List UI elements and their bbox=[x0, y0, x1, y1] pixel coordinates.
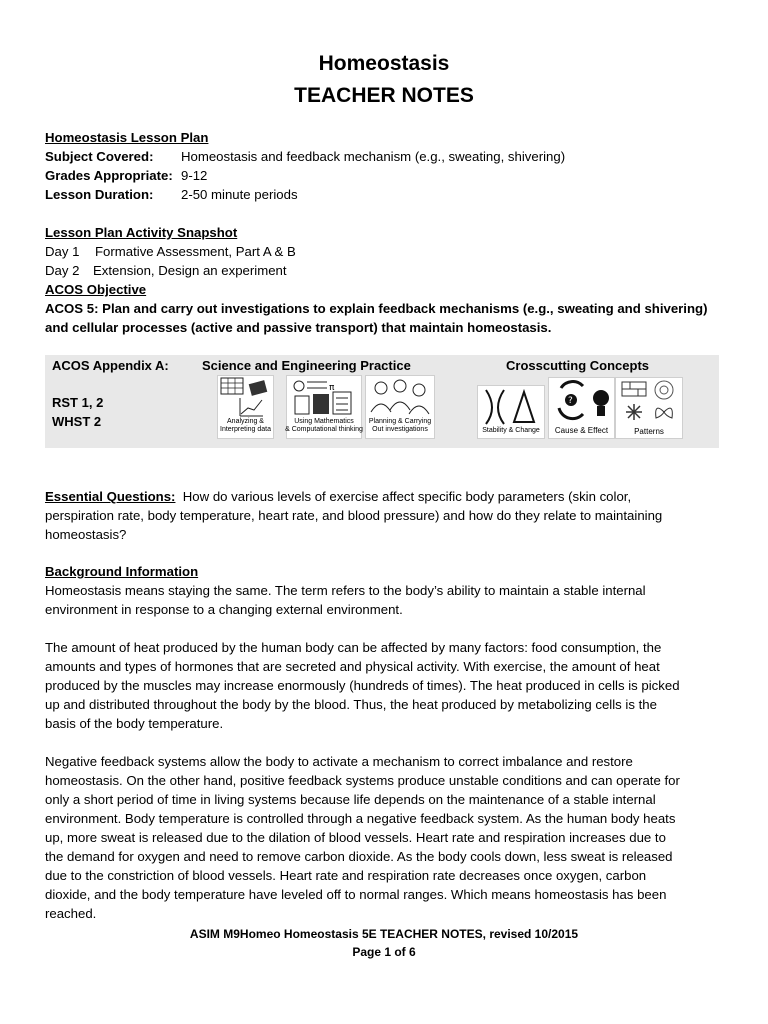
day-activity: Formative Assessment, Part A & B bbox=[95, 244, 296, 259]
paragraph-line: Homeostasis means staying the same. The term refers to the body’s ability to maintain a stable internal bbox=[45, 583, 646, 598]
paragraph-line: environment in response to a changing external environment. bbox=[45, 602, 403, 617]
paragraph-line: The amount of heat produced by the human body can be affected by many factors: food consumption, the bbox=[45, 640, 662, 655]
acos-heading: ACOS Objective bbox=[45, 282, 147, 297]
day-label: Day 1 bbox=[45, 244, 80, 259]
page-title: Homeostasis bbox=[318, 52, 450, 75]
row-label: Subject Covered: bbox=[45, 149, 154, 164]
standard-rst: RST 1, 2 bbox=[52, 395, 104, 410]
icon-caption: & Computational thinking bbox=[285, 426, 363, 433]
icon-caption: Planning & Carrying bbox=[368, 418, 432, 425]
triangle-icon bbox=[477, 385, 545, 439]
svg-text:π: π bbox=[329, 383, 335, 393]
paragraph-line: dioxide, and the body temperature have leveled off to normal ranges. Which means homeostasis has been bbox=[45, 887, 667, 902]
paragraph-line: up, more sweat is released due to the dilation of blood vessels. Heart rate and respiration increases due to bbox=[45, 830, 666, 845]
people-icon bbox=[365, 375, 435, 439]
paragraph-line: reached. bbox=[45, 906, 97, 921]
icon-caption: Using Mathematics bbox=[294, 418, 354, 425]
icon-caption: Analyzing & bbox=[227, 418, 264, 425]
day-row bbox=[45, 242, 296, 261]
icon-caption: Interpreting data bbox=[220, 426, 271, 433]
paragraph-line: the demand for oxygen and need to remove carbon dioxide. As the body cools down, less sweat is released bbox=[45, 849, 673, 864]
row-value: 9-12 bbox=[181, 168, 208, 183]
day-row bbox=[45, 261, 287, 280]
row-value: Homeostasis and feedback mechanism (e.g., sweating, shivering) bbox=[181, 149, 566, 164]
lesson-plan-heading: Homeostasis Lesson Plan bbox=[45, 130, 209, 145]
page-subtitle: TEACHER NOTES bbox=[294, 84, 474, 107]
essential-line: How do various levels of exercise affect specific body parameters (skin color, bbox=[182, 489, 632, 504]
day-activity: Extension, Design an experiment bbox=[93, 263, 287, 278]
grades-row bbox=[45, 166, 207, 185]
paragraph-line: homeostasis. On the other hand, positive feedback systems produce unstable conditions and can operate for bbox=[45, 773, 680, 788]
essential-heading: Essential Questions: bbox=[45, 489, 176, 504]
icon-caption: Stability & Change bbox=[482, 427, 540, 434]
cycle-icon bbox=[548, 377, 615, 439]
cc-heading: Crosscutting Concepts bbox=[506, 358, 650, 373]
essential-questions bbox=[45, 487, 725, 544]
subject-row bbox=[45, 147, 565, 166]
paragraph-line: only a short period of time in living systems because life depends on the maintenance of a stable internal bbox=[45, 792, 656, 807]
paragraph-line: up and distributed throughout the body by the blood. Thus, the heat produced by metabolizing cells is the bbox=[45, 697, 657, 712]
background-paragraph-1 bbox=[45, 581, 725, 619]
appendix-label: ACOS Appendix A: bbox=[52, 358, 169, 373]
row-label: Grades Appropriate: bbox=[45, 168, 173, 183]
paragraph-line: produced by the muscles may increase enormously (hundreds of times). The heat produced in cells is picked bbox=[45, 678, 680, 693]
acos-line: and cellular processes (active and passive transport) that maintain homeostasis. bbox=[45, 320, 552, 335]
acos-line: ACOS 5: Plan and carry out investigations to explain feedback mechanisms (e.g., sweating and shivering) bbox=[45, 301, 708, 316]
essential-line: homeostasis? bbox=[45, 527, 127, 542]
paragraph-line: amounts and types of hormones that are secreted and physical activity. With exercise, the amount of heat bbox=[45, 659, 660, 674]
icon-caption: Cause & Effect bbox=[554, 426, 609, 435]
svg-text:?: ? bbox=[568, 396, 573, 406]
row-value: 2-50 minute periods bbox=[181, 187, 298, 202]
essential-line: perspiration rate, body temperature, heart rate, and blood pressure) and how do they relate to maintaining bbox=[45, 508, 663, 523]
duration-row bbox=[45, 185, 298, 204]
standards-table bbox=[45, 355, 719, 448]
icon-caption: Out investigations bbox=[372, 426, 428, 433]
footer-title: ASIM M9Homeo Homeostasis 5E TEACHER NOTES, revised 10/2015 bbox=[189, 927, 579, 941]
day-label: Day 2 bbox=[45, 263, 80, 278]
background-paragraph-2 bbox=[45, 638, 725, 733]
background-heading: Background Information bbox=[45, 564, 199, 579]
paragraph-line: environment. Body temperature is controlled through a negative feedback system. As the human body heats bbox=[45, 811, 676, 826]
paragraph-line: Negative feedback systems allow the body to activate a mechanism to correct imbalance and restore bbox=[45, 754, 633, 769]
sep-heading: Science and Engineering Practice bbox=[202, 358, 411, 373]
standard-whst: WHST 2 bbox=[52, 414, 102, 429]
row-label: Lesson Duration: bbox=[45, 187, 154, 202]
paragraph-line: due to the constriction of blood vessels. Heart rate and respiration rate decreases once oxygen, carbon bbox=[45, 868, 647, 883]
pattern-icon bbox=[615, 377, 683, 439]
paragraph-line: basis of the body temperature. bbox=[45, 716, 224, 731]
page-number: Page 1 of 6 bbox=[352, 945, 416, 959]
background-paragraph-3 bbox=[45, 752, 725, 923]
icon-caption: Patterns bbox=[634, 427, 664, 436]
calculator-icon bbox=[286, 375, 362, 439]
snapshot-heading: Lesson Plan Activity Snapshot bbox=[45, 225, 238, 240]
chart-icon bbox=[217, 375, 274, 439]
